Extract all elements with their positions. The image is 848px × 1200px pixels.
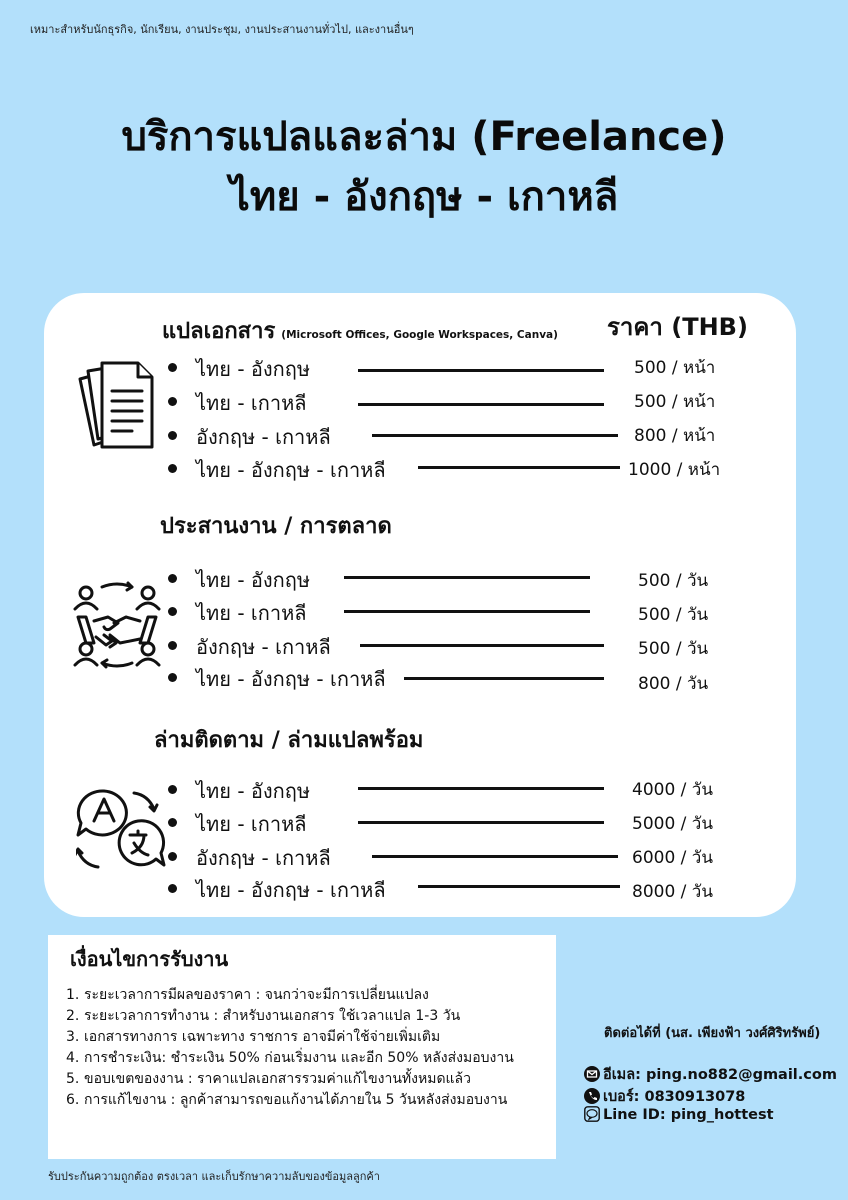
bullet xyxy=(168,363,177,372)
section-title-documents: แปลเอกสาร (Microsoft Offices, Google Workspaces, Canva) xyxy=(162,319,558,344)
contact-heading: ติดต่อได้ที่ (นส. เพียงฟ้า วงศ์ศิริทรัพย์) xyxy=(604,1026,821,1041)
conditions-title: เงื่อนไขการรับงาน xyxy=(70,947,229,971)
item-price: 500 / หน้า xyxy=(634,358,716,378)
bullet xyxy=(168,574,177,583)
page-subtitle: ไทย - อังกฤษ - เกาหลี xyxy=(229,174,619,220)
conditions-list xyxy=(66,985,544,1111)
item-label: ไทย - อังกฤษ - เกาหลี xyxy=(196,878,386,902)
item-price: 800 / วัน xyxy=(638,674,709,694)
item-price: 4000 / วัน xyxy=(632,780,713,800)
item-label: ไทย - อังกฤษ - เกาหลี xyxy=(196,458,386,482)
services-card xyxy=(44,293,796,917)
contact-line[interactable]: Line ID: ping_hottest xyxy=(584,1106,774,1123)
item-price: 6000 / วัน xyxy=(632,848,713,868)
item-label: ไทย - อังกฤษ xyxy=(196,779,311,803)
bullet xyxy=(168,785,177,794)
item-label: ไทย - อังกฤษ xyxy=(196,568,311,592)
footer-note: รับประกันความถูกต้อง ตรงเวลา และเก็บรักษาความลับของข้อมูลลูกค้า xyxy=(48,1170,380,1183)
condition-item: 4. การชำระเงิน: ชำระเงิน 50% ก่อนเริ่มงาน และอีก 50% หลังส่งมอบงาน xyxy=(66,1050,514,1066)
item-label: ไทย - เกาหลี xyxy=(196,812,307,836)
documents-icon xyxy=(72,359,158,451)
condition-item: 1. ระยะเวลาการมีผลของราคา : จนกว่าจะมีการเปลี่ยนแปลง xyxy=(66,987,429,1003)
leader-line xyxy=(404,677,604,680)
section-title-interpreting: ล่ามติดตาม / ล่ามแปลพร้อม xyxy=(154,728,424,753)
translate-icon xyxy=(76,787,166,873)
bullet xyxy=(168,431,177,440)
bullet xyxy=(168,464,177,473)
item-label: ไทย - เกาหลี xyxy=(196,391,307,415)
condition-item: 2. ระยะเวลาการทำงาน : สำหรับงานเอกสาร ใช้เวลาแปล 1-3 วัน xyxy=(66,1008,461,1024)
leader-line xyxy=(344,576,590,579)
section-subtitle-documents: (Microsoft Offices, Google Workspaces, Canva) xyxy=(281,329,558,341)
condition-item: 3. เอกสารทางการ เฉพาะทาง ราชการ อาจมีค่าใช้จ่ายเพิ่มเติม xyxy=(66,1029,441,1045)
item-price: 500 / วัน xyxy=(638,639,709,659)
leader-line xyxy=(360,644,604,647)
bullet xyxy=(168,397,177,406)
page-title: บริการแปลและล่าม (Freelance) xyxy=(121,114,727,160)
section-title-coordination: ประสานงาน / การตลาด xyxy=(160,514,392,539)
item-label: อังกฤษ - เกาหลี xyxy=(196,635,331,659)
leader-line xyxy=(372,434,618,437)
bullet xyxy=(168,641,177,650)
item-price: 1000 / หน้า xyxy=(628,460,721,480)
condition-item: 6. การแก้ไขงาน : ลูกค้าสามารถขอแก้งานได้ภายใน 5 วันหลังส่งมอบงาน xyxy=(66,1092,508,1108)
item-label: ไทย - อังกฤษ - เกาหลี xyxy=(196,667,386,691)
bullet xyxy=(168,884,177,893)
item-label: ไทย - เกาหลี xyxy=(196,601,307,625)
leader-line xyxy=(344,610,590,613)
conditions-box xyxy=(48,935,556,1159)
contact-email[interactable]: อีเมล: ping.no882@gmail.com xyxy=(584,1063,837,1086)
leader-line xyxy=(372,855,618,858)
leader-line xyxy=(418,466,620,469)
item-price: 500 / หน้า xyxy=(634,392,716,412)
bullet xyxy=(168,818,177,827)
bullet xyxy=(168,607,177,616)
leader-line xyxy=(358,403,604,406)
contact-phone[interactable]: เบอร์: 0830913078 xyxy=(584,1085,745,1108)
item-price: 500 / วัน xyxy=(638,605,709,625)
line-app-icon xyxy=(584,1106,600,1122)
item-label: อังกฤษ - เกาหลี xyxy=(196,846,331,870)
item-price: 8000 / วัน xyxy=(632,882,713,902)
item-label: อังกฤษ - เกาหลี xyxy=(196,425,331,449)
phone-icon xyxy=(584,1088,600,1104)
leader-line xyxy=(358,787,604,790)
bullet xyxy=(168,852,177,861)
item-price: 5000 / วัน xyxy=(632,814,713,834)
item-label: ไทย - อังกฤษ xyxy=(196,357,311,381)
item-price: 800 / หน้า xyxy=(634,426,716,446)
bullet xyxy=(168,673,177,682)
condition-item: 5. ขอบเขตของงาน : ราคาแปลเอกสารรวมค่าแก้ไขงานทั้งหมดแล้ว xyxy=(66,1071,471,1087)
price-header: ราคา (THB) xyxy=(607,313,748,341)
top-note: เหมาะสำหรับนักธุรกิจ, นักเรียน, งานประชุม, งานประสานงานทั่วไป, และงานอื่นๆ xyxy=(30,23,414,36)
item-price: 500 / วัน xyxy=(638,571,709,591)
handshake-icon xyxy=(72,581,162,669)
email-icon xyxy=(584,1066,600,1082)
leader-line xyxy=(358,821,604,824)
leader-line xyxy=(358,369,604,372)
leader-line xyxy=(418,885,620,888)
